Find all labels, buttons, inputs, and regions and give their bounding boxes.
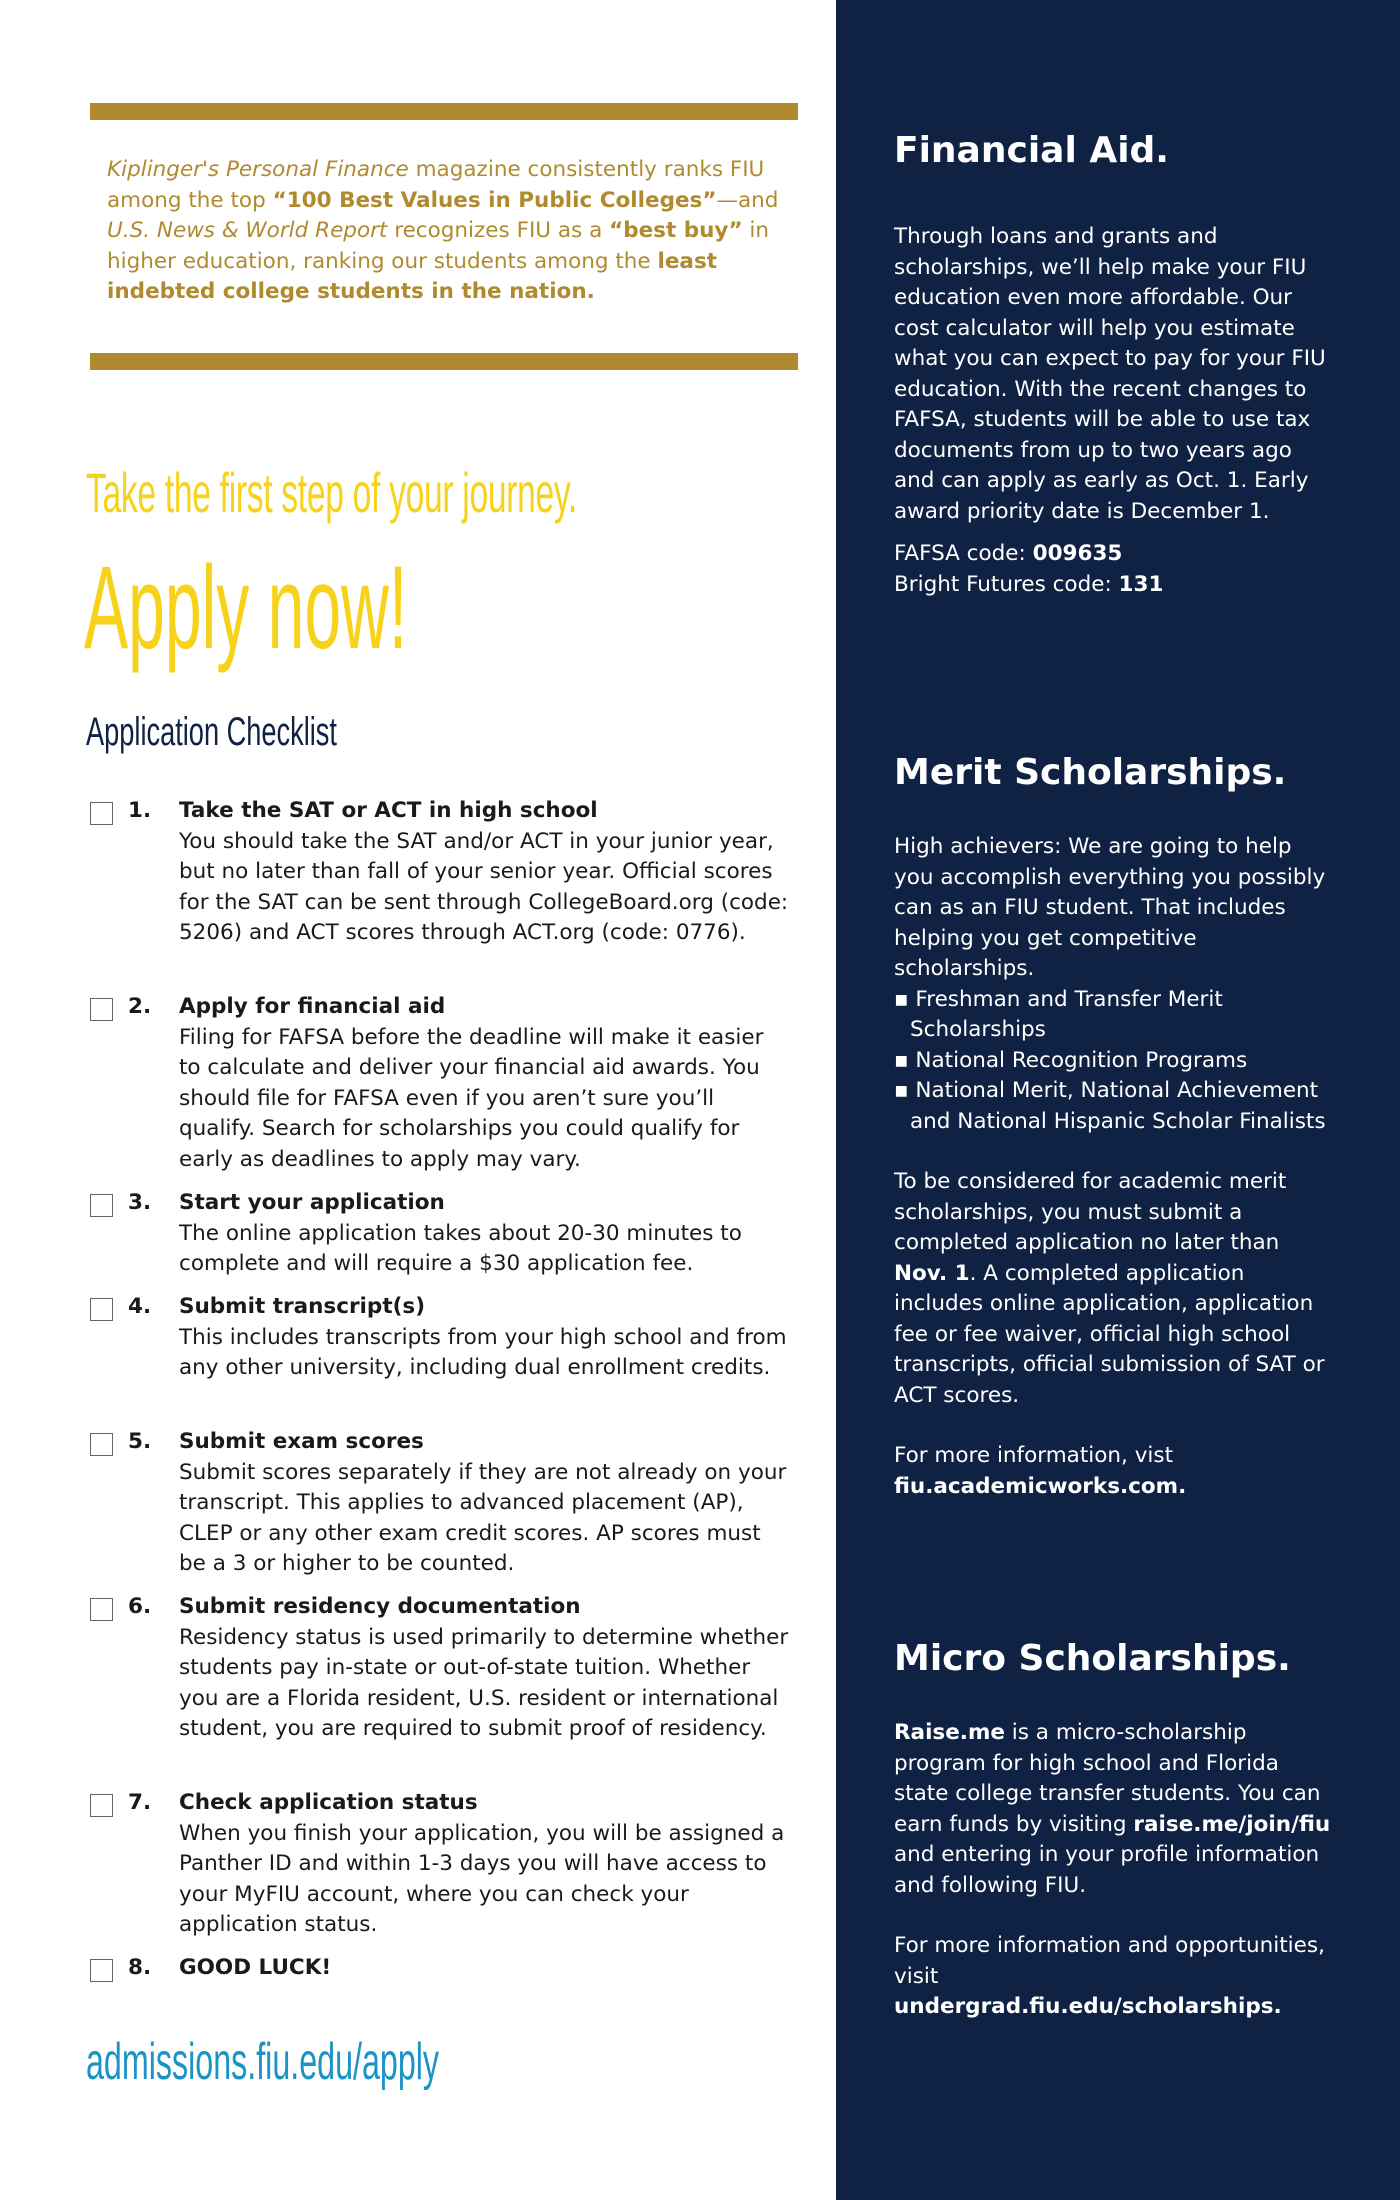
item-body: Residency status is used primarily to determine whether students pay in-state or out-of-state tuition. Whether you are a Florida resident, U.S. resident or international student, you are required to submit proof of residency.: [179, 1624, 789, 1741]
merit-bullet: ▪ National Merit, National Achievement and National Hispanic Scholar Finalists: [894, 1078, 1326, 1134]
item-body: Submit scores separately if they are not already on your transcript. This applies to advanced placement (AP), CLEP or any other exam credit scores. AP scores must be a 3 or higher to be counted.: [179, 1459, 787, 1576]
item-number: 7.: [128, 1790, 152, 1815]
item-title: Submit exam scores: [179, 1429, 424, 1454]
quote-text-1: magazine consistently ranks FIU among the top: [107, 157, 765, 213]
apply-url-link[interactable]: admissions.fiu.edu/apply: [86, 2033, 440, 2091]
financial-aid-heading: Financial Aid.: [894, 130, 1169, 171]
micro-text-2: and entering in your profile information and following FIU.: [894, 1842, 1320, 1898]
right-sidebar: [836, 0, 1400, 2200]
merit-bullet: ▪ Freshman and Transfer Merit Scholarships: [894, 986, 1223, 1042]
merit-heading: Merit Scholarships.: [894, 752, 1287, 793]
financial-aid-text: Through loans and grants and scholarships, we’ll help make your FIU education even more affordable. Our cost calculator will help you estimate what you can expect to pay for your FIU education. With the recent changes to FAFSA, students will be able to use tax documents from up to two years ago and can apply as early as Oct. 1. Early award priority date is December 1.: [894, 224, 1326, 524]
item-number: 3.: [128, 1190, 152, 1215]
item-title: Start your application: [179, 1190, 445, 1215]
item-body: You should take the SAT and/or ACT in your junior year, but no later than fall of your senior year. Official scores for the SAT can be sent through CollegeBoard.org (code: 5206) and ACT scores through ACT.org (code: 0776).: [179, 828, 789, 945]
checkbox[interactable]: [90, 1794, 113, 1817]
checkbox[interactable]: [90, 1194, 113, 1217]
item-number: 4.: [128, 1294, 152, 1319]
raise-me-link[interactable]: raise.me/join/fiu: [1133, 1811, 1331, 1837]
item-body: Filing for FAFSA before the deadline will make it easier to calculate and deliver your financial aid awards. You should file for FAFSA even if you aren’t sure you’ll qualify. Search for scholarships you could qualify for early as deadlines to apply may vary.: [179, 1024, 764, 1172]
item-title: Submit transcript(s): [179, 1294, 426, 1319]
item-title: Check application status: [179, 1790, 478, 1815]
item-body: When you finish your application, you will be assigned a Panther ID and within 1-3 days you will have access to your MyFIU account, where you can check your application status.: [179, 1820, 785, 1937]
quote-rank-1: “100 Best Values in Public Colleges”: [272, 187, 717, 213]
item-title: GOOD LUCK!: [179, 1955, 332, 1980]
merit-deadline-date: Nov. 1: [894, 1260, 970, 1286]
merit-intro: High achievers: We are going to help you accomplish everything you possibly can as an FIU student. That includes helping you get competitive scholarships.: [894, 834, 1326, 981]
item-number: 6.: [128, 1594, 152, 1619]
item-number: 5.: [128, 1429, 152, 1454]
checkbox[interactable]: [90, 802, 113, 825]
bottom-gold-rule: [90, 353, 798, 370]
checkbox[interactable]: [90, 998, 113, 1021]
item-number: 1.: [128, 798, 152, 823]
checkbox[interactable]: [90, 1959, 113, 1982]
micro-heading: Micro Scholarships.: [894, 1638, 1291, 1679]
apply-now-heading: Apply now!: [84, 542, 408, 674]
quote-text-3: recognizes FIU as a: [387, 218, 610, 243]
item-body: The online application takes about 20-30 minutes to complete and will require a $30 application fee.: [179, 1220, 742, 1276]
item-title: Take the SAT or ACT in high school: [179, 798, 598, 823]
bright-futures-code: 131: [1118, 571, 1164, 597]
micro-more-label: For more information and opportunities, visit: [894, 1933, 1325, 1989]
merit-deadline-pre: To be considered for academic merit scholarships, you must submit a completed application no later than: [894, 1169, 1287, 1255]
micro-body: [894, 1718, 1334, 2023]
item-number: 2.: [128, 994, 152, 1019]
quote-text-4: in higher education, ranking our students among the: [107, 218, 770, 274]
quote-rank-3: least indebted college students in the nation.: [107, 248, 718, 304]
raise-me-brand: Raise.me: [894, 1720, 1005, 1745]
quote-rank-2: “best buy”: [609, 218, 743, 243]
checkbox[interactable]: [90, 1433, 113, 1456]
quote-text-2: —and: [716, 187, 779, 213]
checkbox[interactable]: [90, 1598, 113, 1621]
financial-aid-body: [894, 222, 1334, 600]
tagline: Take the first step of your journey.: [86, 461, 577, 524]
top-gold-rule: [90, 103, 798, 120]
checkbox[interactable]: [90, 1298, 113, 1321]
merit-more-label: For more information, vist: [894, 1443, 1174, 1468]
rankings-quote: [107, 155, 787, 308]
item-number: 8.: [128, 1955, 152, 1980]
merit-bullet: ▪ National Recognition Programs: [894, 1047, 1248, 1073]
bright-futures-label: Bright Futures code:: [894, 571, 1119, 597]
merit-deadline-post: . A completed application includes online application, application fee or fee waiver, official high school transcripts, official submission of SAT or ACT scores.: [894, 1260, 1325, 1408]
fafsa-code: 009635: [1032, 541, 1123, 566]
item-body: This includes transcripts from your high school and from any other university, including dual enrollment credits.: [179, 1324, 787, 1380]
checklist-title: Application Checklist: [86, 710, 337, 754]
merit-more-link[interactable]: fiu.academicworks.com.: [894, 1473, 1187, 1499]
quote-publication-2: U.S. News & World Report: [107, 218, 388, 243]
quote-publication-1: Kiplinger's Personal Finance: [107, 157, 409, 182]
merit-body: [894, 832, 1334, 1502]
item-title: Apply for financial aid: [179, 994, 446, 1019]
micro-more-link[interactable]: undergrad.fiu.edu/scholarships.: [894, 1994, 1282, 2019]
item-title: Submit residency documentation: [179, 1594, 581, 1619]
micro-text-1: is a micro-scholarship program for high school and Florida state college transfer students. You can earn funds by visiting: [894, 1720, 1321, 1837]
fafsa-label: FAFSA code:: [894, 541, 1033, 566]
